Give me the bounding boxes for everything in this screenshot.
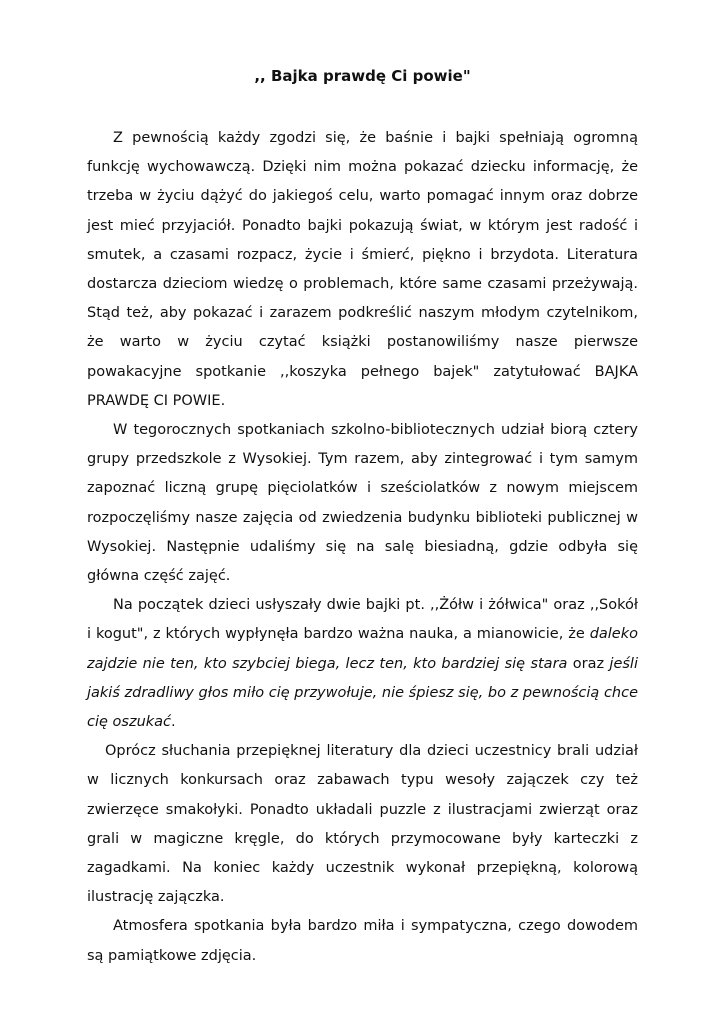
paragraph-3-intro: Na początek dzieci usłyszały dwie bajki pt. ,,Żółw i żółwica" oraz ,,Sokół i kogut", z których wypłynęła bardzo ważna nauka, a mianowicie, że	[87, 597, 638, 643]
paragraph-3-moral-2: jeśli jakiś zdradliwy głos miło cię przywołuje, nie śpiesz się, bo z pewnością chce cię oszukać	[87, 655, 638, 731]
document-body	[87, 124, 638, 971]
paragraph-1: Z pewnością każdy zgodzi się, że baśnie i bajki spełniają ogromną funkcję wychowawczą. Dzięki nim można pokazać dziecku informację, że trzeba w życiu dążyć do jakiegoś celu, warto pomagać innym oraz dobrze jest mieć przyjaciół. Ponadto bajki pokazują świat, w którym jest radość i smutek, a czasami rozpacz, życie i śmierć, piękno i brzydota. Literatura dostarcza dzieciom wiedzę o problemach, które same czasami przeżywają. Stąd też, aby pokazać i zarazem podkreślić naszym młodym czytelnikom, że warto w życiu czytać książki postanowiliśmy nasze pierwsze powakacyjne spotkanie ,,koszyka pełnego bajek" zatytułować BAJKA PRAWDĘ CI POWIE.	[87, 130, 638, 409]
paragraph-2: W tegorocznych spotkaniach szkolno-bibliotecznych udział biorą cztery grupy przedszkole z Wysokiej. Tym razem, aby zintegrować i tym samym zapoznać liczną grupę pięciolatków i sześciolatków z nowym miejscem rozpoczęliśmy nasze zajęcia od zwiedzenia budynku biblioteki publicznej w Wysokiej. Następnie udaliśmy się na salę biesiadną, gdzie odbyła się główna część zajęć.	[87, 422, 638, 585]
paragraph-3-moral-1: daleko zajdzie nie ten, kto szybciej biega, lecz ten, kto bardziej się stara	[87, 626, 638, 672]
paragraph-5: Atmosfera spotkania była bardzo miła i sympatyczna, czego dowodem są pamiątkowe zdjęcia.	[87, 918, 638, 964]
paragraph-3	[87, 591, 638, 737]
document-title: ,, Bajka prawdę Ci powie"	[254, 67, 471, 85]
paragraph-4: Oprócz słuchania przepięknej literatury dla dzieci uczestnicy brali udział w licznych konkursach oraz zabawach typu wesoły zajączek czy też zwierzęce smakołyki. Ponadto układali puzzle z ilustracjami zwierząt oraz grali w magiczne kręgle, do których przymocowane były karteczki z zagadkami. Na koniec każdy uczestnik wykonał przepiękną, kolorową ilustrację zajączka.	[87, 743, 638, 906]
paragraph-3-end: .	[171, 714, 176, 731]
paragraph-3-connector: oraz	[567, 655, 610, 672]
